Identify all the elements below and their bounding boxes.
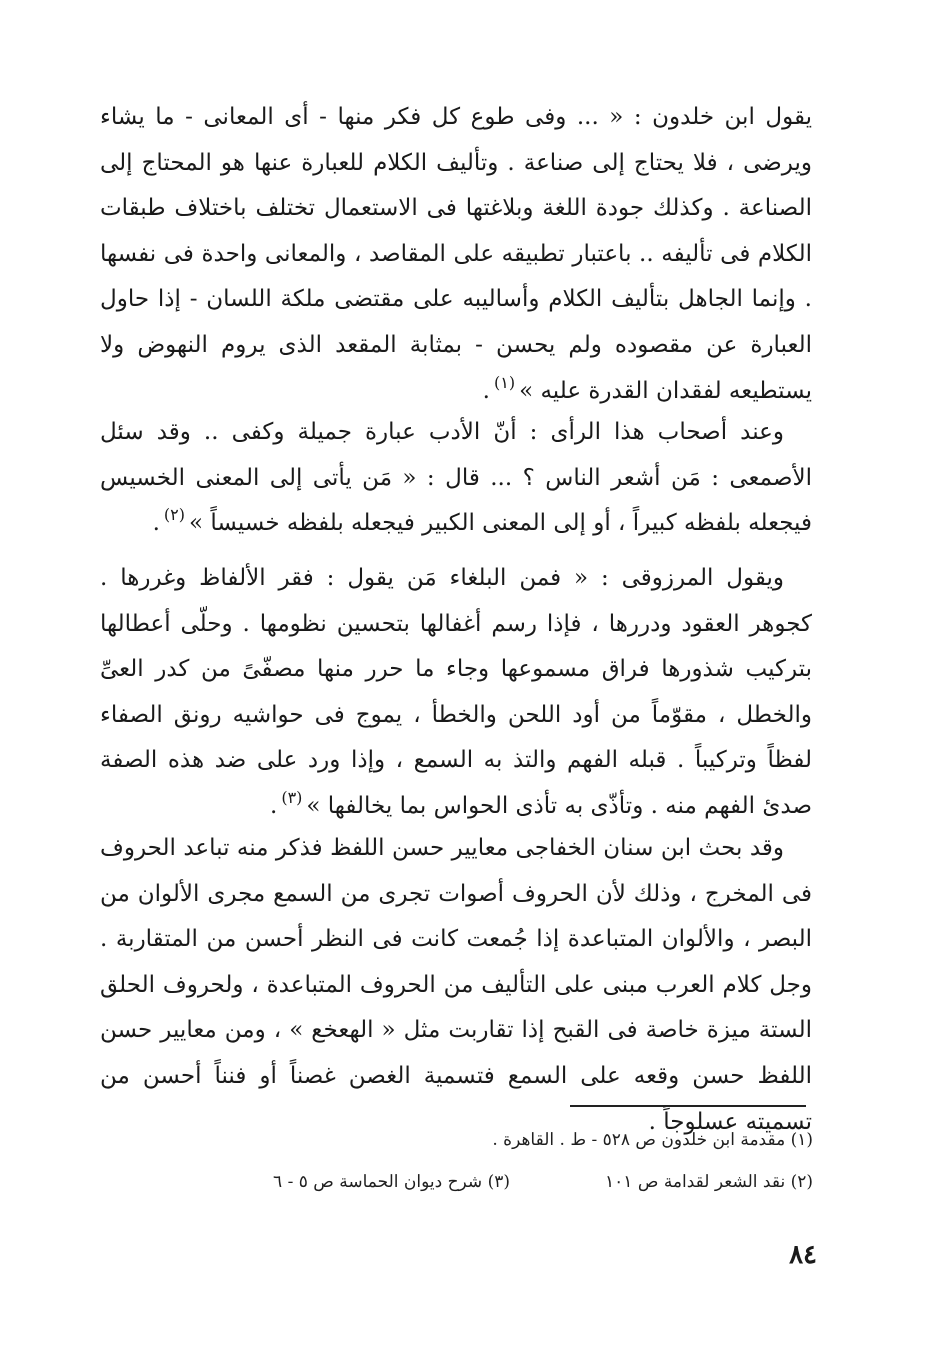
footnote-3: (٣) شرح ديوان الحماسة ص ٥ - ٦: [273, 1172, 510, 1192]
paragraph-marzuqi: ويقول المرزوقى : « فمن البلغاء مَن يقول : فقر الألفاظ وغررها . كجوهر العقود ودررها ، فإذا رسم أغفالها بتحسين نظومها . وحلّى أعطالها بتركيب شذورها فراق مسموعها وجاء ما حرر منها مصفّىً من كدر العىِّ والخطل ، مقوّماً من أود اللحن والخطأ ، يموج فى حواشيه رونق الصفاء لفظاً وتركيباً . قبله الفهم والتذ به السمع ، وإذا ورد على ضد هذه الصفة صدئ الفهم منه . وتأذّى به تأذى الحواس بما يخالفها »$^{(٣)}$.: [100, 565, 812, 819]
paragraph-text: وعند أصحاب هذا الرأى : أنّ الأدب عبارة جميلة وكفى .. وقد سئل الأصمعى : مَن أشعر الناس ؟ ... قال : « مَن يأتى إلى المعنى الخسيس فيجعله بلفظه كبيراً ، أو إلى المعنى الكبير فيجعله بلفظه خسيساً »: [100, 419, 812, 537]
paragraph-text: يقول ابن خلدون : « ... وفى طوع كل فكر منها - أى المعانى - ما يشاء ويرضى ، فلا يحتاج إلى صناعة . وتأليف الكلام للعبارة عنها هو المحتاج إلى الصناعة . وكذلك جودة اللغة وبلاغتها فى الاستعمال تختلف باختلاف طبقات الكلام فى تأليفه .. باعتبار تطبيقه على المقاصد ، والمعانى واحدة فى نفسها . وإنما الجاهل بتأليف الكلام وأساليبه على مقتضى ملكة اللسان - إذا حاول العبارة عن مقصوده ولم يحسن - بمثابة المقعد الذى يروم النهوض ولا يستطيعه لفقدان القدرة عليه »: [100, 104, 812, 404]
paragraph-khafaji: [100, 826, 812, 1145]
footnote-2: (٢) نقد الشعر لقدامة ص ١٠١: [605, 1172, 813, 1192]
paragraph-asmai: وعند أصحاب هذا الرأى : أنّ الأدب عبارة جميلة وكفى .. وقد سئل الأصمعى : مَن أشعر الناس ؟ ... قال : « مَن يأتى إلى المعنى الخسيس فيجعله بلفظه كبيراً ، أو إلى المعنى الكبير فيجعله بلفظه خسيساً »$^{(٢)}$.: [100, 419, 812, 537]
paragraph-text: وقد بحث ابن سنان الخفاجى معايير حسن اللفظ فذكر منه تباعد الحروف فى المخرج ، وذلك لأن الحروف أصوات تجرى من السمع مجرى الألوان من البصر ، والألوان المتباعدة إذا جُمعت كانت فى النظر أحسن من المتقاربة . وجل كلام العرب مبنى على التأليف من الحروف المتباعدة ، ولحروف الحلق الستة ميزة خاصة فى القبح إذا تقاربت مثل « الهعخع » ، ومن معايير حسن اللفظ حسن وقعه على السمع فتسمية الغصن غصناً أو فنناً أحسن من تسميته عسلوجاً .: [100, 835, 812, 1135]
footnote-1: (١) مقدمة ابن خلدون ص ٥٢٨ - ط . القاهرة .: [492, 1130, 813, 1150]
page-number: ٨٤: [789, 1240, 817, 1270]
paragraph-text: ويقول المرزوقى : « فمن البلغاء مَن يقول : فقر الألفاظ وغررها . كجوهر العقود ودررها ، فإذا رسم أغفالها بتحسين نظومها . وحلّى أعطالها بتركيب شذورها فراق مسموعها وجاء ما حرر منها مصفّىً من كدر العىِّ والخطل ، مقوّماً من أود اللحن والخطأ ، يموج فى حواشيه رونق الصفاء لفظاً وتركيباً . قبله الفهم والتذ به السمع ، وإذا ورد على ضد هذه الصفة صدئ الفهم منه . وتأذّى به تأذى الحواس بما يخالفها »: [100, 565, 812, 819]
footnote-ref-3: (٣): [281, 787, 303, 807]
footnote-ref-1: (١): [493, 372, 516, 392]
footnote-ref-2: (٢): [163, 505, 185, 525]
paragraph-ibn-khaldun: يقول ابن خلدون : « ... وفى طوع كل فكر منها - أى المعانى - ما يشاء ويرضى ، فلا يحتاج إلى صناعة . وتأليف الكلام للعبارة عنها هو المحتاج إلى الصناعة . وكذلك جودة اللغة وبلاغتها فى الاستعمال تختلف باختلاف طبقات الكلام فى تأليفه .. باعتبار تطبيقه على المقاصد ، والمعانى واحدة فى نفسها . وإنما الجاهل بتأليف الكلام وأساليبه على مقتضى ملكة اللسان - إذا حاول العبارة عن مقصوده ولم يحسن - بمثابة المقعد الذى يروم النهوض ولا يستطيعه لفقدان القدرة عليه »$^{(١)}$.: [100, 104, 812, 404]
footnote-divider: [570, 1105, 806, 1107]
